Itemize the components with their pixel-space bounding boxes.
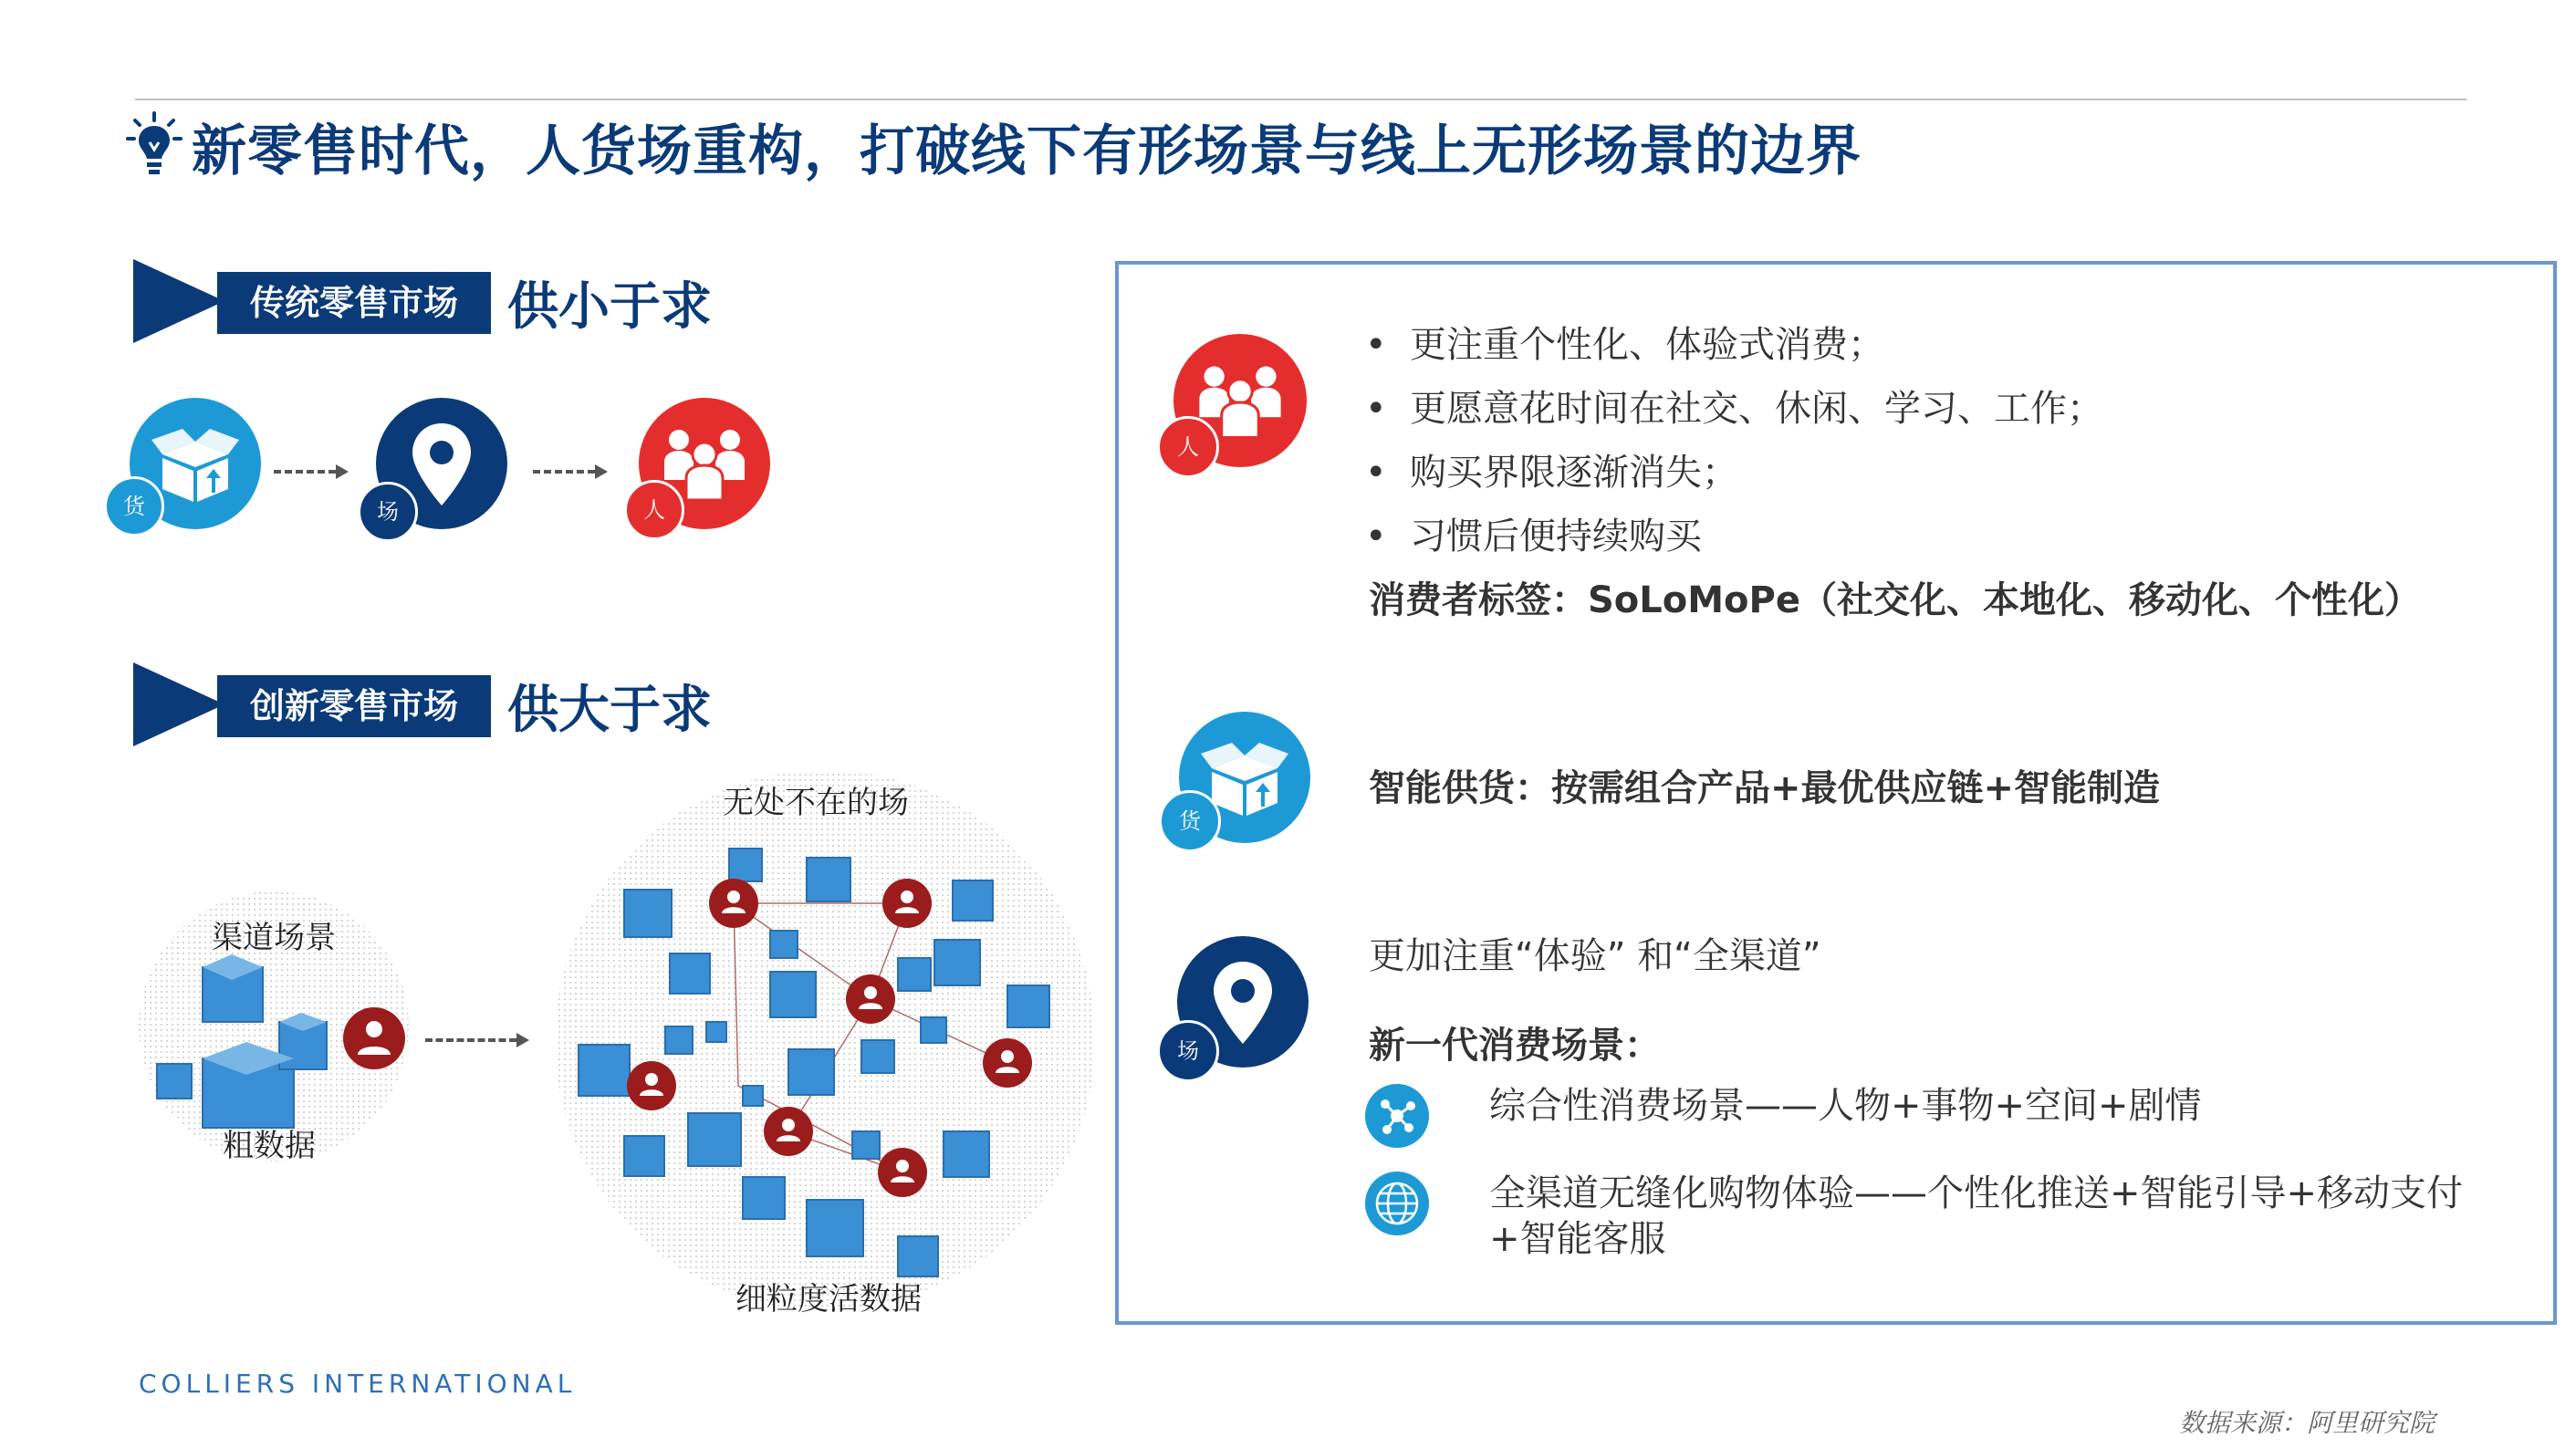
arrow-head-icon bbox=[595, 464, 608, 479]
coarse-data-label: 粗数据 bbox=[223, 1128, 316, 1164]
fine-grained-data-label: 细粒度活数据 bbox=[735, 1281, 922, 1318]
bullet-item: • 购买界限逐渐消失； bbox=[1365, 452, 1739, 494]
innovative-label: 创新零售市场 bbox=[217, 675, 491, 737]
ubiquitous-scene-circle bbox=[551, 766, 1099, 1314]
top-divider bbox=[135, 99, 2466, 100]
dashed-arrow bbox=[533, 470, 595, 474]
consumer-tag-line: 消费者标签：SoLoMoPe（社交化、本地化、移动化、个性化） bbox=[1369, 579, 2421, 621]
bullet-item: • 习惯后便持续购买 bbox=[1365, 516, 1703, 557]
data-source: 数据来源：阿里研究院 bbox=[2179, 1408, 2435, 1438]
place-badge: 场 bbox=[358, 482, 418, 542]
ubiquitous-scene-label: 无处不在的场 bbox=[723, 785, 909, 821]
scene-item-text: 全渠道无缝化购物体验——个性化推送+智能引导+移动支付 bbox=[1489, 1172, 2464, 1214]
dashed-arrow bbox=[274, 470, 336, 474]
scene-item-text-continued: +智能客服 bbox=[1489, 1218, 1666, 1260]
dashed-arrow bbox=[425, 1038, 516, 1042]
experience-intro: 更加注重“体验” 和“全渠道” bbox=[1369, 935, 1821, 977]
lightbulb-icon bbox=[126, 111, 183, 177]
panel-people-badge: 人 bbox=[1157, 416, 1219, 478]
people-badge: 人 bbox=[624, 480, 684, 540]
arrow-head-icon bbox=[516, 1033, 529, 1047]
scene-item-text: 综合性消费场景——人物+事物+空间+剧情 bbox=[1489, 1085, 2202, 1127]
smart-supply-line: 智能供货：按需组合产品+最优供应链+智能制造 bbox=[1369, 767, 2161, 809]
goods-badge: 货 bbox=[104, 476, 164, 536]
traditional-headline: 供小于求 bbox=[507, 277, 712, 337]
page-title: 新零售时代，人货场重构，打破线下有形场景与线上无形场景的边界 bbox=[192, 120, 1862, 183]
panel-goods-badge: 货 bbox=[1159, 790, 1221, 852]
panel-place-badge: 场 bbox=[1157, 1020, 1219, 1082]
bullet-item: • 更愿意花时间在社交、休闲、学习、工作； bbox=[1365, 388, 2104, 430]
section-arrow-icon bbox=[133, 259, 224, 343]
channel-scene-label: 渠道场景 bbox=[212, 920, 336, 956]
new-scene-subheading: 新一代消费场景： bbox=[1369, 1025, 1661, 1067]
innovative-headline: 供大于求 bbox=[507, 681, 712, 740]
section-arrow-icon bbox=[133, 662, 224, 746]
company-footer: COLLIERS INTERNATIONAL bbox=[139, 1369, 577, 1399]
arrow-head-icon bbox=[336, 464, 349, 479]
traditional-label: 传统零售市场 bbox=[217, 272, 491, 334]
globe-icon bbox=[1365, 1172, 1429, 1235]
bullet-item: • 更注重个性化、体验式消费； bbox=[1365, 324, 1885, 366]
network-icon bbox=[1365, 1084, 1429, 1148]
